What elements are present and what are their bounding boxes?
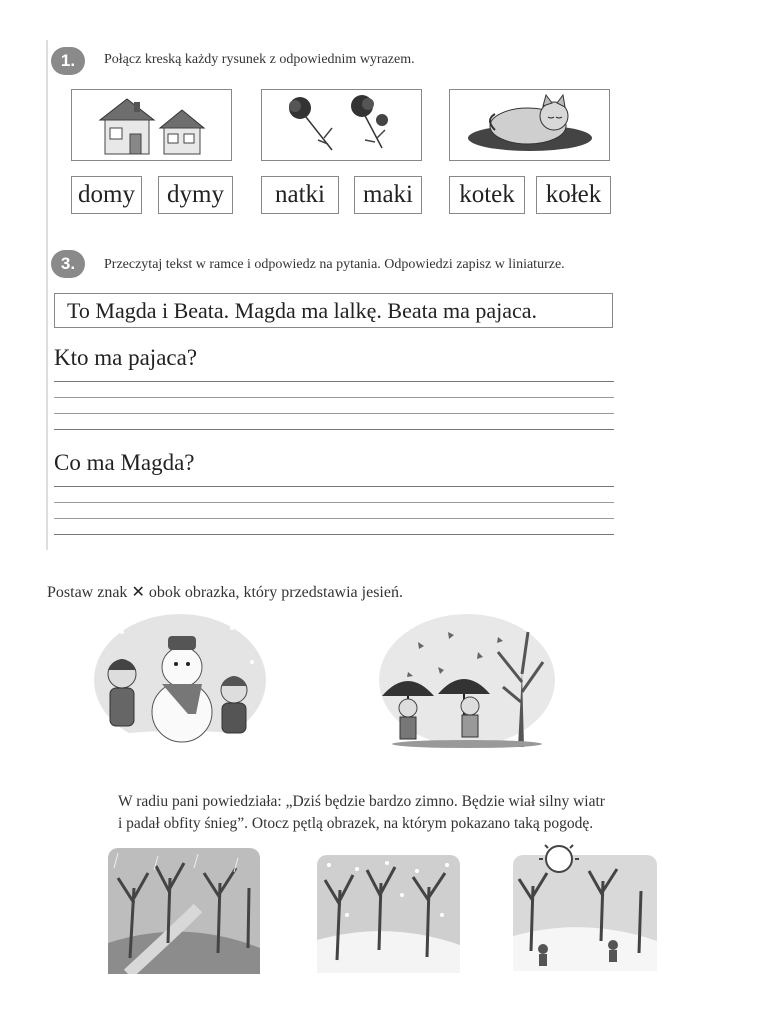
houses-picture[interactable] <box>71 89 232 161</box>
autumn-umbrella-picture[interactable] <box>378 612 556 749</box>
worksheet-margin <box>46 40 48 550</box>
answer-line-2c[interactable] <box>54 518 614 519</box>
answer-line-1d[interactable] <box>54 429 614 430</box>
word-kolek[interactable]: kołek <box>536 176 611 214</box>
park-rain-picture[interactable] <box>108 848 260 974</box>
question-2: Co ma Magda? <box>54 450 195 475</box>
task4-instruction-after: obok obrazka, który przedstawia jesień. <box>148 584 403 601</box>
x-mark-icon: ✕ <box>131 582 145 601</box>
word-maki[interactable]: maki <box>354 176 422 214</box>
task1-instruction: Połącz kreską każdy rysunek z odpowiednim wyrazem. <box>104 52 415 67</box>
word-kotek[interactable]: kotek <box>449 176 525 214</box>
answer-line-1a[interactable] <box>54 381 614 382</box>
poppies-picture[interactable] <box>261 89 422 161</box>
task3-instruction: Przeczytaj tekst w ramce i odpowiedz na pytania. Odpowiedzi zapisz w liniaturze. <box>104 257 565 272</box>
task4-instruction-before: Postaw znak <box>47 584 128 601</box>
word-dymy[interactable]: dymy <box>158 176 233 214</box>
task5-line-1: W radiu pani powiedziała: „Dziś będzie bardzo zimno. Będzie wiał silny wiatr <box>118 793 605 810</box>
word-natki[interactable]: natki <box>261 176 339 214</box>
answer-line-2d[interactable] <box>54 534 614 535</box>
task1-number-badge: 1. <box>51 47 85 75</box>
answer-line-2a[interactable] <box>54 486 614 487</box>
answer-line-1c[interactable] <box>54 413 614 414</box>
task5-line-2: i padał obfity śnieg”. Otocz pętlą obrazek, na którym pokazano taką pogodę. <box>118 815 594 832</box>
cat-picture[interactable] <box>449 89 610 161</box>
park-sun-picture[interactable] <box>513 841 657 971</box>
question-1: Kto ma pajaca? <box>54 345 198 370</box>
answer-line-1b[interactable] <box>54 397 614 398</box>
winter-snowman-picture[interactable] <box>92 612 268 749</box>
task3-number-badge: 3. <box>51 250 85 278</box>
answer-line-2b[interactable] <box>54 502 614 503</box>
task4-instruction <box>47 581 403 604</box>
word-domy[interactable]: domy <box>71 176 142 214</box>
park-snow-picture[interactable] <box>317 855 460 973</box>
reading-frame: To Magda i Beata. Magda ma lalkę. Beata ma pajaca. <box>54 293 613 328</box>
